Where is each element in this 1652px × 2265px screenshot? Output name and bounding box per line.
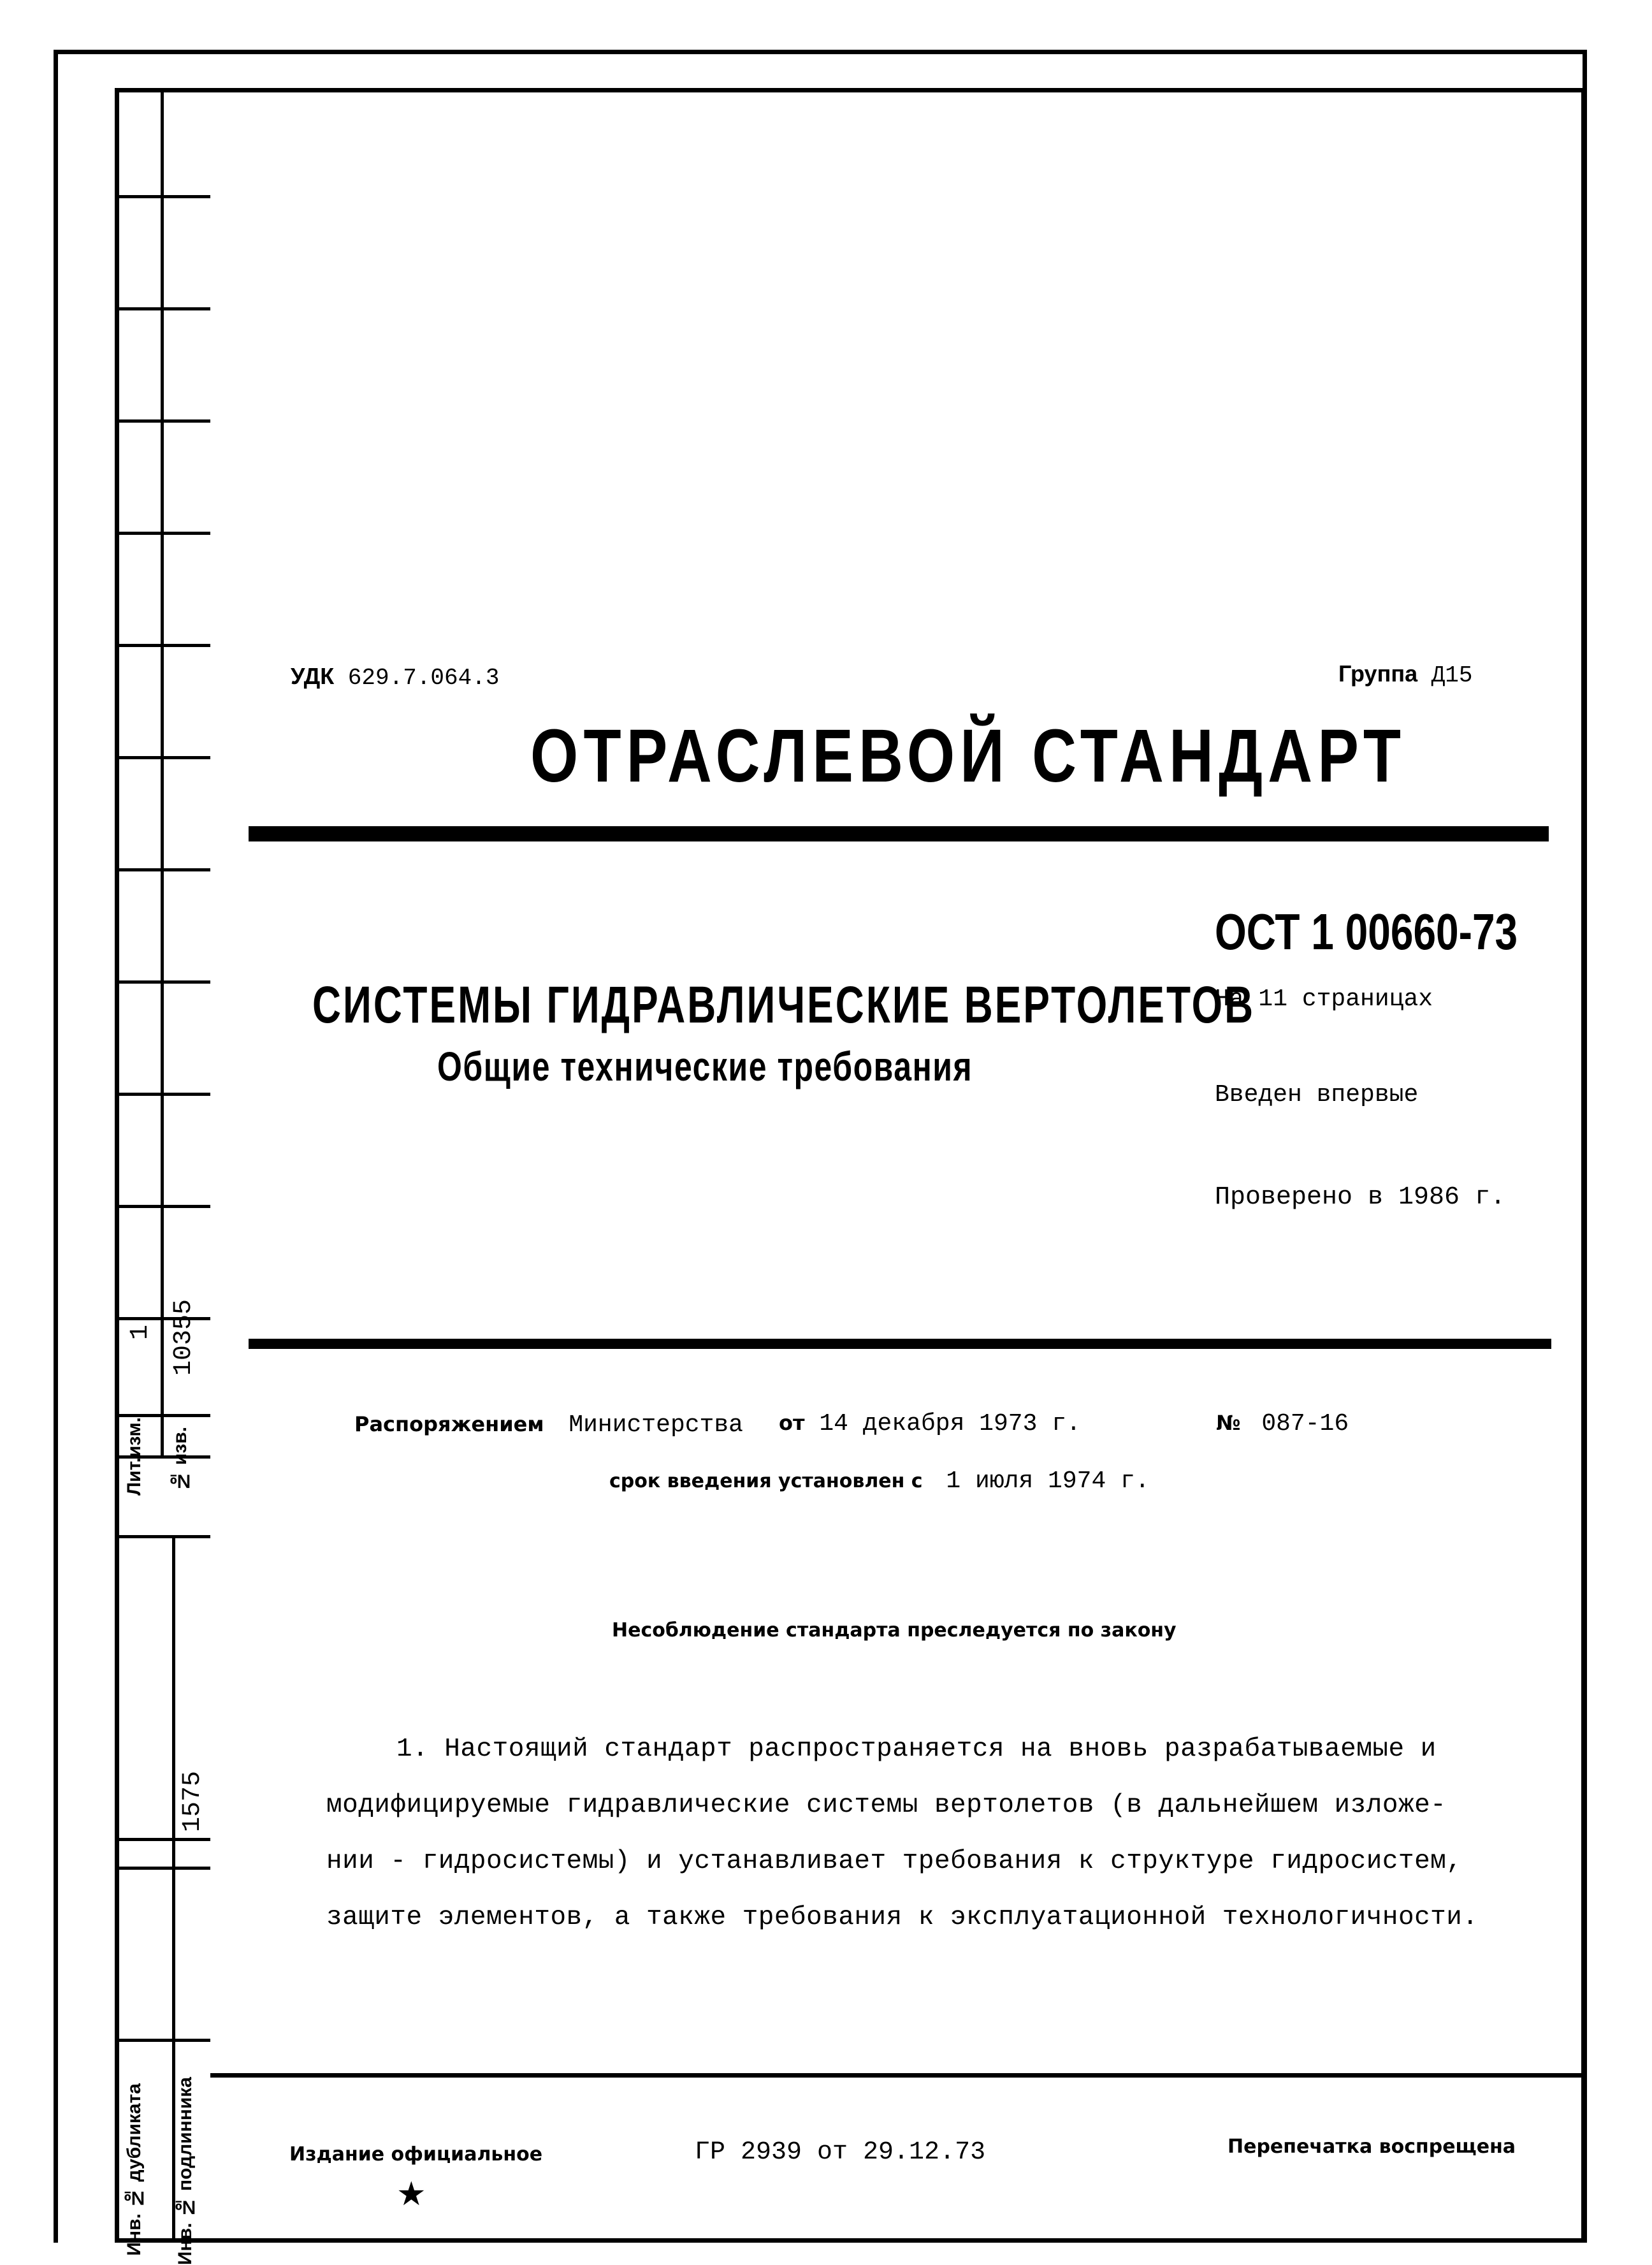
gr-registration: ГР 2939 от 29.12.73: [695, 2138, 986, 2167]
group: [1338, 660, 1473, 688]
lit-izm-label: Лит.изм.: [124, 1417, 145, 1496]
lit-izm-value: 1: [126, 1325, 155, 1341]
order-line: [354, 1411, 743, 1439]
group-label: Группа: [1338, 660, 1418, 687]
inv-duplicate-label: Инв. № дубликата: [124, 2083, 145, 2256]
term-label: срок введения установлен с: [609, 1470, 923, 1492]
udk-value: 629.7.064.3: [347, 665, 500, 691]
standard-subtitle: Общие технические требования: [437, 1044, 973, 1089]
official-edition: Издание официальное: [289, 2143, 543, 2166]
side-strip: [115, 88, 210, 2265]
no-izv-label: № изв.: [170, 1427, 191, 1492]
term-line: [609, 1468, 1150, 1495]
pages-count: На 11 страницах: [1215, 986, 1433, 1013]
inv-original-label: Инв. № подлинника: [175, 2077, 196, 2265]
inv-original-value: 1575: [178, 1771, 207, 1833]
introduced-first: Введен впервые: [1215, 1081, 1419, 1109]
udk: [291, 663, 499, 691]
footer-rule: [210, 2073, 1586, 2078]
udk-label: УДК: [291, 663, 335, 689]
star-icon: ★: [396, 2175, 426, 2213]
no-izv-value: 10355: [170, 1299, 198, 1376]
order-date: от 14 декабря 1973 г.: [779, 1410, 1081, 1438]
paragraph-1-line-1: 1. Настоящий стандарт распространяется на вновь разрабатываемые и: [396, 1735, 1437, 1764]
order-label: Распоряжением: [354, 1412, 544, 1436]
mid-rule: [249, 1339, 1551, 1349]
paragraph-1-line-2: модифицируемые гидравлические системы вертолетов (в дальнейшем изложе-: [326, 1791, 1447, 1820]
paragraph-1-line-4: защите элементов, а также требования к эксплуатационной технологичности.: [326, 1903, 1479, 1932]
term-date: 1 июля 1974 г.: [946, 1468, 1150, 1495]
standard-code: ОСТ 1 00660-73: [1215, 903, 1518, 960]
title-rule: [249, 826, 1549, 841]
document-title: ОТРАСЛЕВОЙ СТАНДАРТ: [530, 714, 1407, 798]
order-issuer: Министерства: [569, 1411, 743, 1439]
checked-year: Проверено в 1986 г.: [1215, 1183, 1506, 1212]
law-warning: Несоблюдение стандарта преследуется по закону: [612, 1619, 1177, 1642]
reprint-prohibited: Перепечатка воспрещена: [1228, 2136, 1516, 2158]
order-number: № 087-16: [1216, 1410, 1349, 1438]
standard-title: СИСТЕМЫ ГИДРАВЛИЧЕСКИЕ ВЕРТОЛЕТОВ: [312, 976, 1256, 1034]
group-value: Д15: [1431, 662, 1473, 688]
paragraph-1-line-3: нии - гидросистемы) и устанавливает требования к структуре гидросистем,: [326, 1847, 1463, 1876]
